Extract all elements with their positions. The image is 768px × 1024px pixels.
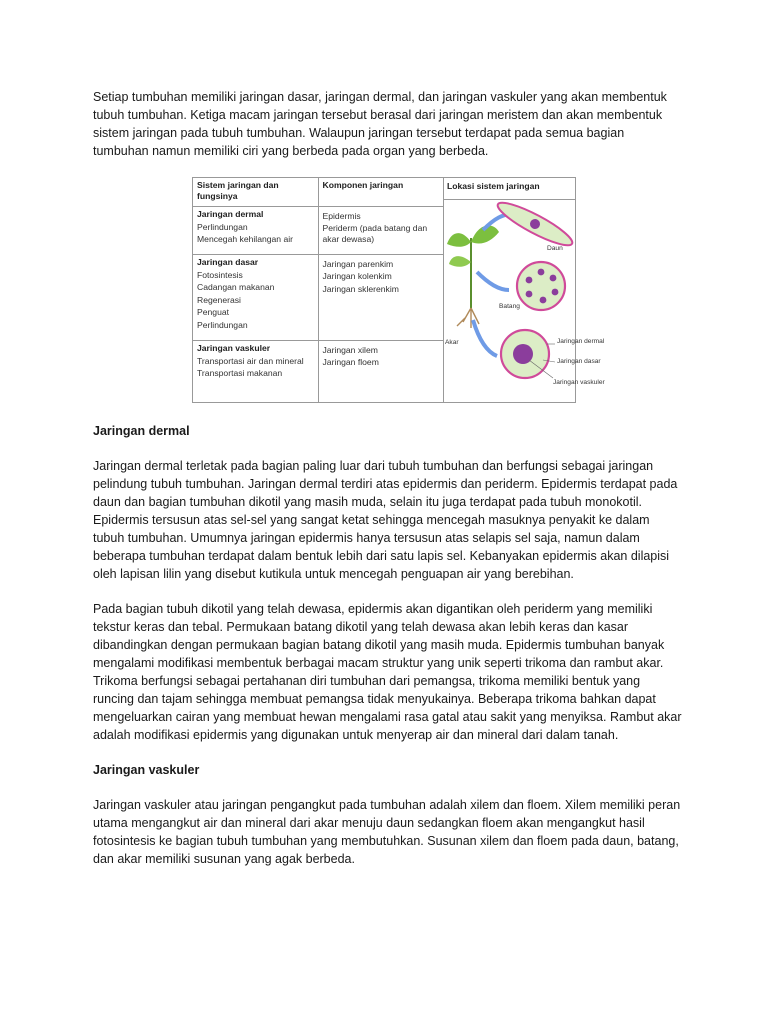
system-title: Jaringan dermal <box>197 209 264 219</box>
tissue-table <box>192 177 444 403</box>
components-cell <box>318 207 444 255</box>
table-row <box>193 255 444 341</box>
function-item: Cadangan makanan <box>197 282 275 292</box>
components-cell <box>318 255 444 341</box>
location-diagram <box>443 177 605 403</box>
component-item: Jaringan kolenkim <box>322 271 392 281</box>
header-system: Sistem jaringan dan fungsinya <box>193 178 319 207</box>
label-akar: Akar <box>445 339 459 346</box>
components-cell <box>318 341 444 403</box>
function-item: Penguat <box>197 307 230 317</box>
table-header-row <box>193 178 444 207</box>
function-item: Mencegah kehilangan air <box>197 234 294 244</box>
leaf-small <box>449 256 471 267</box>
table-row <box>193 341 444 403</box>
arrow-to-root <box>473 320 497 356</box>
system-cell <box>193 207 319 255</box>
vaskuler-paragraph-1: Jaringan vaskuler atau jaringan pengangkut pada tumbuhan adalah xilem dan floem. Xilem memiliki peran utama mengangkut air dan mineral dari akar menuju daun sedangkan floem akan mengangkut hasil fotosintesis ke bagian tubuh tumbuhan yang membutuhkan. Susunan xilem dan floem pada daun, batang, dan akar memiliki susunan yang agak berbeda. <box>93 798 681 866</box>
label-vaskuler: Jaringan vaskuler <box>553 379 605 386</box>
document-page <box>93 88 683 868</box>
intro-paragraph: Setiap tumbuhan memiliki jaringan dasar, jaringan dermal, dan jaringan vaskuler yang akan membentuk tubuh tumbuhan. Ketiga macam jaringan tersebut berasal dari jaringan meristem dan akan membentuk sistem jaringan pada tubuh tumbuhan. Walaupun jaringan tersebut terdapat pada semua bagian tumbuhan namun memiliki ciri yang berbeda pada organ yang berbeda. <box>93 90 667 158</box>
system-title: Jaringan dasar <box>197 257 259 267</box>
table-row <box>193 207 444 255</box>
header-components: Komponen jaringan <box>318 178 444 207</box>
label-batang: Batang <box>499 303 520 310</box>
tissue-system-figure <box>192 177 605 403</box>
header-location: Lokasi sistem jaringan <box>443 178 575 200</box>
section-heading-vaskuler: Jaringan vaskuler <box>93 763 200 777</box>
component-item: Jaringan floem <box>322 357 379 367</box>
system-cell <box>193 255 319 341</box>
function-item: Perlindungan <box>197 221 248 232</box>
section-heading-dermal: Jaringan dermal <box>93 424 190 438</box>
system-cell <box>193 341 319 403</box>
label-daun: Daun <box>547 245 563 252</box>
function-item: Transportasi air dan mineral <box>197 355 304 366</box>
dermal-paragraph-2: Pada bagian tubuh dikotil yang telah dewasa, epidermis akan digantikan oleh periderm yang memiliki tekstur keras dan tebal. Permukaan batang dikotil yang telah dewasa akan lebih keras dan kasar dibandingkan dengan permukaan bagian batang dikotil yang masih muda. Epidermis tumbuhan banyak mengalami modifikasi membentuk berbagai macam struktur yang unik seperti trikoma dan rambut akar. Trikoma berfungsi sebagai pertahanan diri tumbuhan dari pemangsa, trikoma memiliki bentuk yang runcing dan tajam sehingga membuat pemangsa tidak menyukainya. Beberapa trikoma bahkan dapat mengeluarkan cairan yang membuat hewan mengalami rasa gatal atau sakit yang menyiksa. Rambut akar adalah modifikasi epidermis yang digunakan untuk menyerap air dan mineral dari dalam tanah. <box>93 602 682 742</box>
leaf-section <box>494 196 577 251</box>
leaf-left <box>447 233 471 247</box>
label-dasar: Jaringan dasar <box>557 358 601 365</box>
component-item: Epidermis <box>322 210 361 221</box>
function-item: Perlindungan <box>197 319 248 330</box>
component-item: Jaringan sklerenkim <box>322 283 399 294</box>
root-section <box>501 330 549 378</box>
dermal-paragraph-1: Jaringan dermal terletak pada bagian paling luar dari tubuh tumbuhan dan berfungsi sebagai jaringan pelindung tubuh tumbuhan. Jaringan dermal terdiri atas epidermis dan periderm. Epidermis terdapat pada daun dan bagian tumbuhan dikotil yang masih muda, selain itu juga terdapat pada tubuh monokotil. Epidermis tersusun atas sel-sel yang sangat ketat sehingga mencegah masuknya penyakit ke dalam tubuh tumbuhan. Umumnya jaringan epidermis hanya tersusun atas selapis sel saja, namun dalam beberapa tumbuhan terdapat dalam bentuk lebih dari satu lapis sel. Kebanyakan epidermis akan dilapisi oleh lapisan lilin yang disebut kutikula untuk mencegah penguapan air yang berebihan. <box>93 459 678 581</box>
label-dermal: Jaringan dermal <box>557 338 605 345</box>
function-item: Fotosintesis <box>197 269 243 280</box>
stem-section <box>517 262 565 310</box>
arrow-to-stem <box>477 272 509 290</box>
function-item: Regenerasi <box>197 294 241 305</box>
component-item: Jaringan xilem <box>322 344 378 355</box>
system-title: Jaringan vaskuler <box>197 343 271 353</box>
function-item: Transportasi makanan <box>197 368 283 378</box>
plant-diagram-svg <box>443 200 605 403</box>
component-item: Periderm (pada batang dan akar dewasa) <box>322 223 428 244</box>
component-item: Jaringan parenkim <box>322 258 394 269</box>
